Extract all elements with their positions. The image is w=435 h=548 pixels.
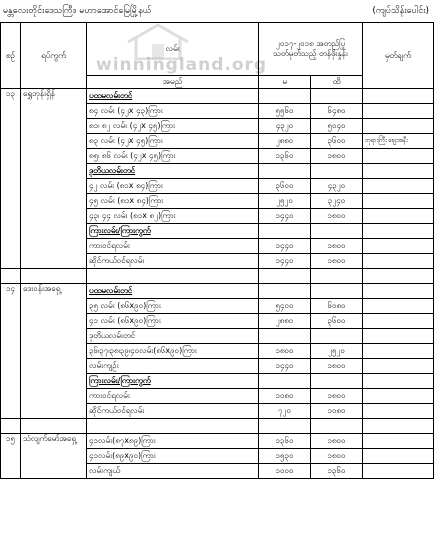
watermark-text: winningland.org — [96, 55, 268, 75]
spacer-row — [1, 269, 434, 284]
quarter-name: ဒေးဝန်းအရှေ့ — [21, 284, 87, 419]
remark — [363, 329, 434, 344]
table-row — [1, 284, 434, 299]
section-number: ၁၃ — [1, 89, 21, 269]
value-to: ၆၀၈၀ — [311, 299, 363, 314]
value-from: ၂၈၈၀ — [259, 314, 311, 329]
value-to: ၁၈၀၀ — [311, 239, 363, 254]
value-to — [311, 374, 363, 389]
value-from: ၁၈၀၀ — [259, 344, 311, 359]
remark — [363, 404, 434, 419]
road-name: ၄၁လမ်း(၈၉x၉၀)ကြား — [87, 449, 259, 464]
remark — [363, 299, 434, 314]
subheader-type: အမည် — [87, 76, 259, 89]
value-to: ၆၄၈၀ — [311, 104, 363, 119]
value-from: ၅၅၆၀ — [259, 104, 311, 119]
remark — [363, 194, 434, 209]
quarter-name: သံလျက်မော်အရှေ့ — [21, 434, 87, 479]
road-name: ၈၅၊ ၈၆ လမ်း (၄၂x ၄၅)ကြား — [87, 149, 259, 164]
value-from: ၁၄၄၀ — [259, 359, 311, 374]
remark — [363, 179, 434, 194]
remark — [363, 89, 434, 104]
value-to — [311, 89, 363, 104]
header-no: စဉ် — [1, 23, 21, 89]
road-category-label: ပထမလမ်းတင် — [87, 284, 259, 299]
value-from: ၇၂၀ — [259, 404, 311, 419]
remark — [363, 224, 434, 239]
value-from: ၁၀၈၀ — [259, 389, 311, 404]
road-category-label: ကြားလမ်း/ကြားကွက် — [87, 224, 259, 239]
value-from — [259, 284, 311, 299]
road-name: ၄၁လမ်း(၈၇x၈၉)ကြား — [87, 434, 259, 449]
subheader-to: ထိ — [311, 76, 363, 89]
value-from: ၁၅၃၀ — [259, 449, 311, 464]
road-name: ဆိုင်ကယ်ဝင်ရလမ်း — [87, 404, 259, 419]
road-name: ၃၅ လမ်း (၈၆x၉၀)ကြား — [87, 299, 259, 314]
value-to: ၃၆၀၀ — [311, 134, 363, 149]
value-to: ၁၈၀၀ — [311, 254, 363, 269]
road-name: ၄၅ လမ်း (၈၁x ၈၄)ကြား — [87, 194, 259, 209]
value-from: ၁၀၀၀ — [259, 464, 311, 479]
value-to — [311, 284, 363, 299]
page-header — [0, 0, 435, 22]
spacer-row — [1, 419, 434, 434]
road-name: ဒုတိယလမ်းတင် — [87, 329, 259, 344]
value-to: ၁၈၀၀ — [311, 359, 363, 374]
value-to: ၂၅၂၀ — [311, 344, 363, 359]
value-from: ၁၄၄၀ — [259, 254, 311, 269]
section-number: ၁၅ — [1, 434, 21, 479]
section-number: ၁၄ — [1, 284, 21, 419]
remark — [363, 464, 434, 479]
value-from — [259, 89, 311, 104]
header-remark: မှတ်ချက် — [363, 23, 434, 89]
road-name: ၄၂ လမ်း (၈၁x ၈၄)ကြား — [87, 179, 259, 194]
value-from — [259, 164, 311, 179]
table-row — [1, 434, 434, 449]
remark — [363, 164, 434, 179]
header-road: လမ်း — [87, 23, 259, 76]
road-category-label: ပထမလမ်းတင် — [87, 89, 259, 104]
value-from — [259, 374, 311, 389]
road-name: ဆိုင်ကယ်ဝင်ရလမ်း — [87, 254, 259, 269]
road-category-label: ဒုတိယလမ်းတင် — [87, 164, 259, 179]
value-to: ၁၃၆၀ — [311, 464, 363, 479]
value-to — [311, 329, 363, 344]
value-from: ၁၃၆၀ — [259, 434, 311, 449]
road-name: လမ်းကျယ် — [87, 464, 259, 479]
value-to: ၁၈၀၀ — [311, 389, 363, 404]
value-to — [311, 164, 363, 179]
remark — [363, 149, 434, 164]
value-to: ၁၈၀၀ — [311, 149, 363, 164]
remark — [363, 374, 434, 389]
header-quarter: ရပ်ကွက် — [21, 23, 87, 89]
value-from: ၁၃၆၀ — [259, 149, 311, 164]
road-name: ၄၁ လမ်း (၈၆x၉၀)ကြား — [87, 314, 259, 329]
value-from: ၄၃၂၀ — [259, 119, 311, 134]
remark — [363, 239, 434, 254]
value-to: ၁၈၀၀ — [311, 449, 363, 464]
remark — [363, 314, 434, 329]
remark — [363, 209, 434, 224]
value-to: ၁၈၀၀ — [311, 434, 363, 449]
remark — [363, 104, 434, 119]
remark — [363, 359, 434, 374]
valuation-table — [0, 22, 434, 479]
remark — [363, 389, 434, 404]
value-from: ၂၅၂၀ — [259, 194, 311, 209]
value-to — [311, 224, 363, 239]
region-title: မန္တလေးတိုင်းဒေသကြီး၊ မဟာအောင်မြေမြို့နယ် — [3, 6, 152, 16]
value-to: ၅၀၄၀ — [311, 119, 363, 134]
value-to: ၄၃၂၀ — [311, 179, 363, 194]
value-from: ၃၆၀၀ — [259, 179, 311, 194]
road-name: ၄၃၊ ၄၄ လမ်း (၈၁x ၈၂)ကြား — [87, 209, 259, 224]
road-name: ၈၃ လမ်း (၄၂x ၄၅)ကြား — [87, 134, 259, 149]
remark — [363, 254, 434, 269]
remark — [363, 344, 434, 359]
road-name: ၈၁၊ ၈၂ လမ်း (၄၂x ၄၅)ကြား — [87, 119, 259, 134]
remark: ဘုရားကြီး ဈေးအနီး — [363, 134, 434, 149]
remark — [363, 434, 434, 449]
value-from — [259, 329, 311, 344]
remark — [363, 284, 434, 299]
road-name: ၈၄ လမ်း (၄၂x ၄၃)ကြား — [87, 104, 259, 119]
header-year: ၂၀၁၇-၂၀၁၈ အတည်ပြု သတ်မှတ်သည့် တန်ဖိုးနှုန်း — [259, 23, 363, 76]
value-from: ၂၈၈၀ — [259, 134, 311, 149]
road-name: ကားဝင်ရလမ်း — [87, 239, 259, 254]
value-to: ၁၈၀၀ — [311, 209, 363, 224]
value-from: ၁၄၄၀ — [259, 209, 311, 224]
subheader-from: မ — [259, 76, 311, 89]
road-category-label: ကြားလမ်း/ကြားကွက် — [87, 374, 259, 389]
table-header-row — [1, 23, 434, 76]
value-from: ၁၄၄၀ — [259, 239, 311, 254]
value-to: ၃၂၄၀ — [311, 194, 363, 209]
quarter-name: ရွှေဘုန်းရှိန် — [21, 89, 87, 269]
remark — [363, 119, 434, 134]
value-to: ၁၀၈၀ — [311, 404, 363, 419]
value-to: ၃၆၀၀ — [311, 314, 363, 329]
road-name: ကားဝင်ရလမ်း — [87, 389, 259, 404]
value-from — [259, 224, 311, 239]
unit-label: (ကျပ်သိန်းပေါင်း) — [372, 6, 429, 16]
remark — [363, 449, 434, 464]
road-name: ၃၆၊၃၇၊၃၈၊၃၉၊၄၀လမ်း(၈၆x၉၀)ကြား — [87, 344, 259, 359]
table-row — [1, 89, 434, 104]
value-from: ၅၄၀၀ — [259, 299, 311, 314]
road-name: လမ်းကျဉ်း — [87, 359, 259, 374]
